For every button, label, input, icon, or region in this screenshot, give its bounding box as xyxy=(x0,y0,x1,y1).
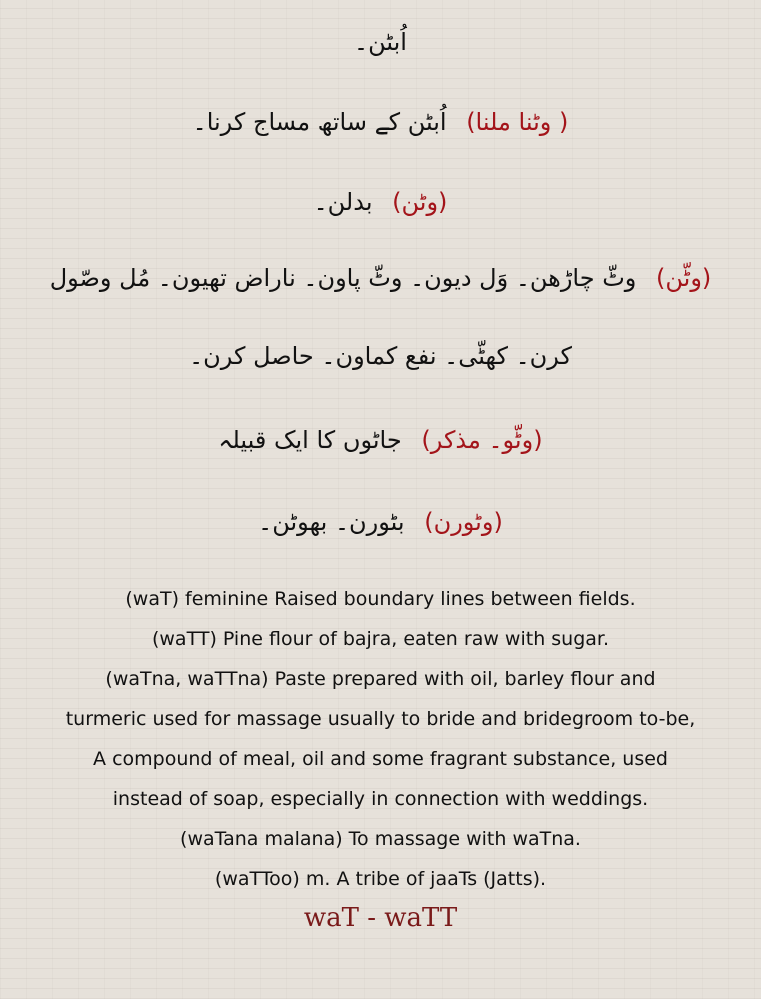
urdu-line-5 xyxy=(0,336,761,376)
urdu-line-3 xyxy=(0,182,761,222)
urdu-line-2-text: اُبٹن کے ساتھ مساج کرنا۔ xyxy=(192,108,447,136)
english-line-2: (waTT) Pine flour of bajra, eaten raw with sugar. xyxy=(151,628,610,650)
urdu-line-1-text: اُبٹن۔ xyxy=(354,28,407,56)
english-line-4: turmeric used for massage usually to bride and bridegroom to-be, xyxy=(65,708,696,730)
urdu-line-4 xyxy=(0,258,761,298)
urdu-line-4-text: وٹّ چاڑھن۔ وَل دیون۔ وٹّ پاون۔ ناراض تھیون۔ مُل وصّول xyxy=(49,264,637,292)
urdu-line-2 xyxy=(0,102,761,142)
urdu-line-5-text: کرن۔ کھٹّی۔ نفع کماون۔ حاصل کرن۔ xyxy=(189,342,572,370)
urdu-line-7 xyxy=(0,502,761,542)
urdu-line-6 xyxy=(0,420,761,460)
english-line-1: (waT) feminine Raised boundary lines between fields. xyxy=(125,588,636,610)
english-line-7: (waTana malana) To massage with waTna. xyxy=(180,828,581,850)
english-line-3: (waTna, waTTna) Paste prepared with oil, barley flour and xyxy=(105,668,656,690)
urdu-line-7-text: بٹورن۔ بھوٹن۔ xyxy=(258,508,405,536)
english-line-6: instead of soap, especially in connection with weddings. xyxy=(112,788,649,810)
urdu-line-2-headword: ( وٹنا ملنا) xyxy=(466,108,569,136)
urdu-line-6-text: جاٹوں کا ایک قبیلہ xyxy=(218,426,402,454)
urdu-line-3-headword: (وٹن) xyxy=(392,188,448,216)
urdu-line-4-headword: (وٹّن) xyxy=(656,264,712,292)
english-line-8: (waTToo) m. A tribe of jaaTs (Jatts). xyxy=(214,868,547,890)
footer-title: waT - waTT xyxy=(303,903,458,933)
english-definitions xyxy=(0,579,761,899)
urdu-line-7-headword: (وٹورن) xyxy=(424,508,503,536)
english-line-5: A compound of meal, oil and some fragrant substance, used xyxy=(93,748,668,770)
urdu-line-1 xyxy=(0,22,761,62)
urdu-line-6-headword: (وٹّو۔ مذکر) xyxy=(421,426,543,454)
urdu-line-3-text: بدلن۔ xyxy=(313,188,373,216)
